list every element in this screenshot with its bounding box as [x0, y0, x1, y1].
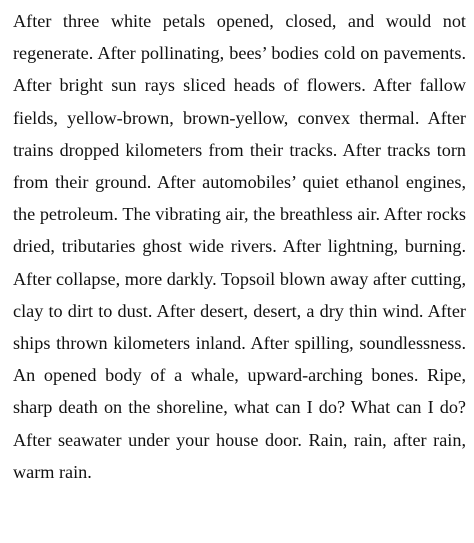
prose-paragraph: After three white petals opened, closed, and would not regenerate. After pollinating, bees’ bodies cold on pavements. After bright sun rays sliced heads of flowers. After fallow fields, yellow-brown, brown-yellow, convex thermal. After trains dropped kilometers from their tracks. After tracks torn from their ground. After automobiles’ quiet ethanol engines, the petroleum. The vibrating air, the breathless air. After rocks dried, tributaries ghost wide rivers. After lightning, burning. After collapse, more darkly. Topsoil blown away after cutting, clay to dirt to dust. After desert, desert, a dry thin wind. After ships thrown kilometers inland. After spilling, soundlessness. An opened body of a whale, upward-arching bones. Ripe, sharp death on the shoreline, what can I do? What can I do? After seawater under your house door. Rain, rain, after rain, warm rain. [13, 11, 466, 482]
